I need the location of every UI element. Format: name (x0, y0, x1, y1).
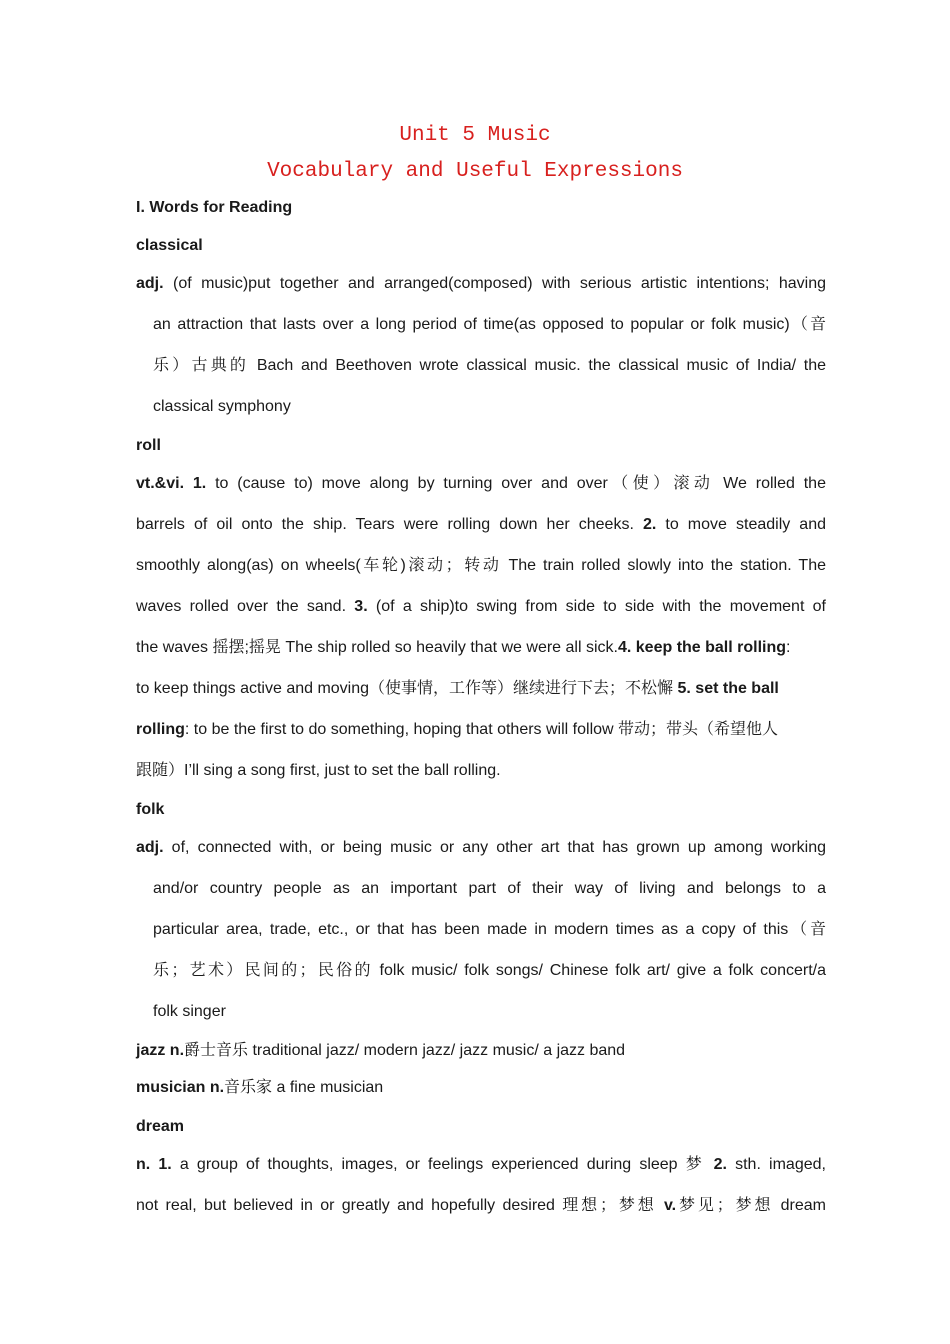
idiom: 5. set the ball (677, 680, 779, 697)
definition-line (136, 597, 826, 617)
part-of-speech: adj. (136, 275, 164, 292)
part-of-speech: v. (663, 1197, 677, 1214)
entry-headword-folk: folk (136, 801, 165, 818)
idiom: rolling (136, 721, 185, 738)
definition-text: 音乐家 a fine musician (224, 1079, 384, 1096)
definition-text: : (786, 639, 791, 656)
definition-line: smoothly along(as) on wheels(车轮)滚动；转动 The train rolled slowly into the station. The (136, 557, 826, 574)
part-of-speech: n. (169, 1042, 185, 1059)
definition-line: 乐；艺术）民间的；民俗的 folk music/ folk songs/ Chinese folk art/ give a folk concert/a (153, 962, 826, 979)
definition-line (136, 838, 826, 858)
definition-line (136, 1155, 826, 1175)
definition-text: a group of thoughts, images, or feelings experienced during sleep 梦 (179, 1156, 706, 1173)
definition-line (136, 1041, 625, 1061)
idiom: 4. keep the ball rolling (617, 639, 787, 656)
entry-headword-jazz: jazz (136, 1042, 166, 1059)
sense-number: 1. (192, 475, 207, 492)
page-subtitle: Vocabulary and Useful Expressions (267, 160, 683, 183)
sense-number: 2. (713, 1156, 727, 1173)
definition-text: sth. imaged, (735, 1156, 826, 1173)
definition-line (136, 1078, 383, 1098)
definition-text: of, connected with, or being music or any other art that has grown up among working (171, 839, 826, 856)
definition-line: particular area, trade, etc., or that has been made in modern times as a copy of this（音 (153, 921, 826, 938)
definition-text: barrels of oil onto the ship. Tears were rolling down her cheeks. (136, 516, 634, 533)
entry-headword-dream: dream (136, 1118, 185, 1135)
definition-line: folk singer (153, 1003, 226, 1020)
part-of-speech: n. (209, 1079, 225, 1096)
definition-text: (of a ship)to swing from side to side with the movement of (375, 598, 827, 615)
definition-line: 跟随）I’ll sing a song first, just to set the ball rolling. (136, 762, 501, 779)
definition-line (136, 720, 778, 740)
definition-text: the waves 摇摆;摇晃 The ship rolled so heavily that we were all sick. (136, 639, 618, 656)
part-of-speech: vt.&vi. (136, 475, 185, 492)
definition-text: to keep things active and moving（使事情，工作等）继续进行下去；不松懈 (136, 680, 674, 697)
definition-text: 梦见；梦想 dream (676, 1197, 826, 1214)
definition-line: 乐）古典的 Bach and Beethoven wrote classical music. the classical music of India/ the (153, 357, 826, 374)
definition-text: waves rolled over the sand. (136, 598, 347, 615)
entry-headword-classical: classical (136, 237, 203, 254)
definition-text: 爵士音乐 traditional jazz/ modern jazz/ jazz music/ a jazz band (184, 1042, 626, 1059)
page-title: Unit 5 Music (399, 124, 551, 147)
definition-line (136, 679, 779, 699)
definition-line: and/or country people as an important part of their way of living and belongs to a (153, 880, 826, 897)
definition-text: (of music)put together and arranged(composed) with serious artistic intentions; having (172, 275, 826, 292)
definition-line (136, 638, 790, 658)
section-heading: I. Words for Reading (136, 199, 293, 216)
definition-text: to move steadily and (665, 516, 827, 533)
sense-number: 3. (354, 598, 368, 615)
entry-headword-musician: musician (136, 1079, 206, 1096)
definition-line (136, 515, 826, 535)
definition-text: : to be the first to do something, hoping that others will follow 带动；带头（希望他人 (184, 721, 779, 738)
definition-text: to (cause to) move along by turning over and over（使）滚动 We rolled the (215, 475, 826, 492)
definition-line (136, 474, 826, 494)
definition-line: classical symphony (153, 398, 291, 415)
sense-number: 2. (642, 516, 657, 533)
definition-line: an attraction that lasts over a long period of time(as opposed to popular or folk music)（音 (153, 316, 826, 333)
definition-line (136, 1196, 826, 1216)
definition-line (136, 274, 826, 294)
part-of-speech: adj. (136, 839, 164, 856)
entry-headword-roll: roll (136, 437, 161, 454)
part-of-speech: n. 1. (136, 1156, 172, 1173)
definition-text: not real, but believed in or greatly and hopefully desired 理想；梦想 (136, 1197, 657, 1214)
